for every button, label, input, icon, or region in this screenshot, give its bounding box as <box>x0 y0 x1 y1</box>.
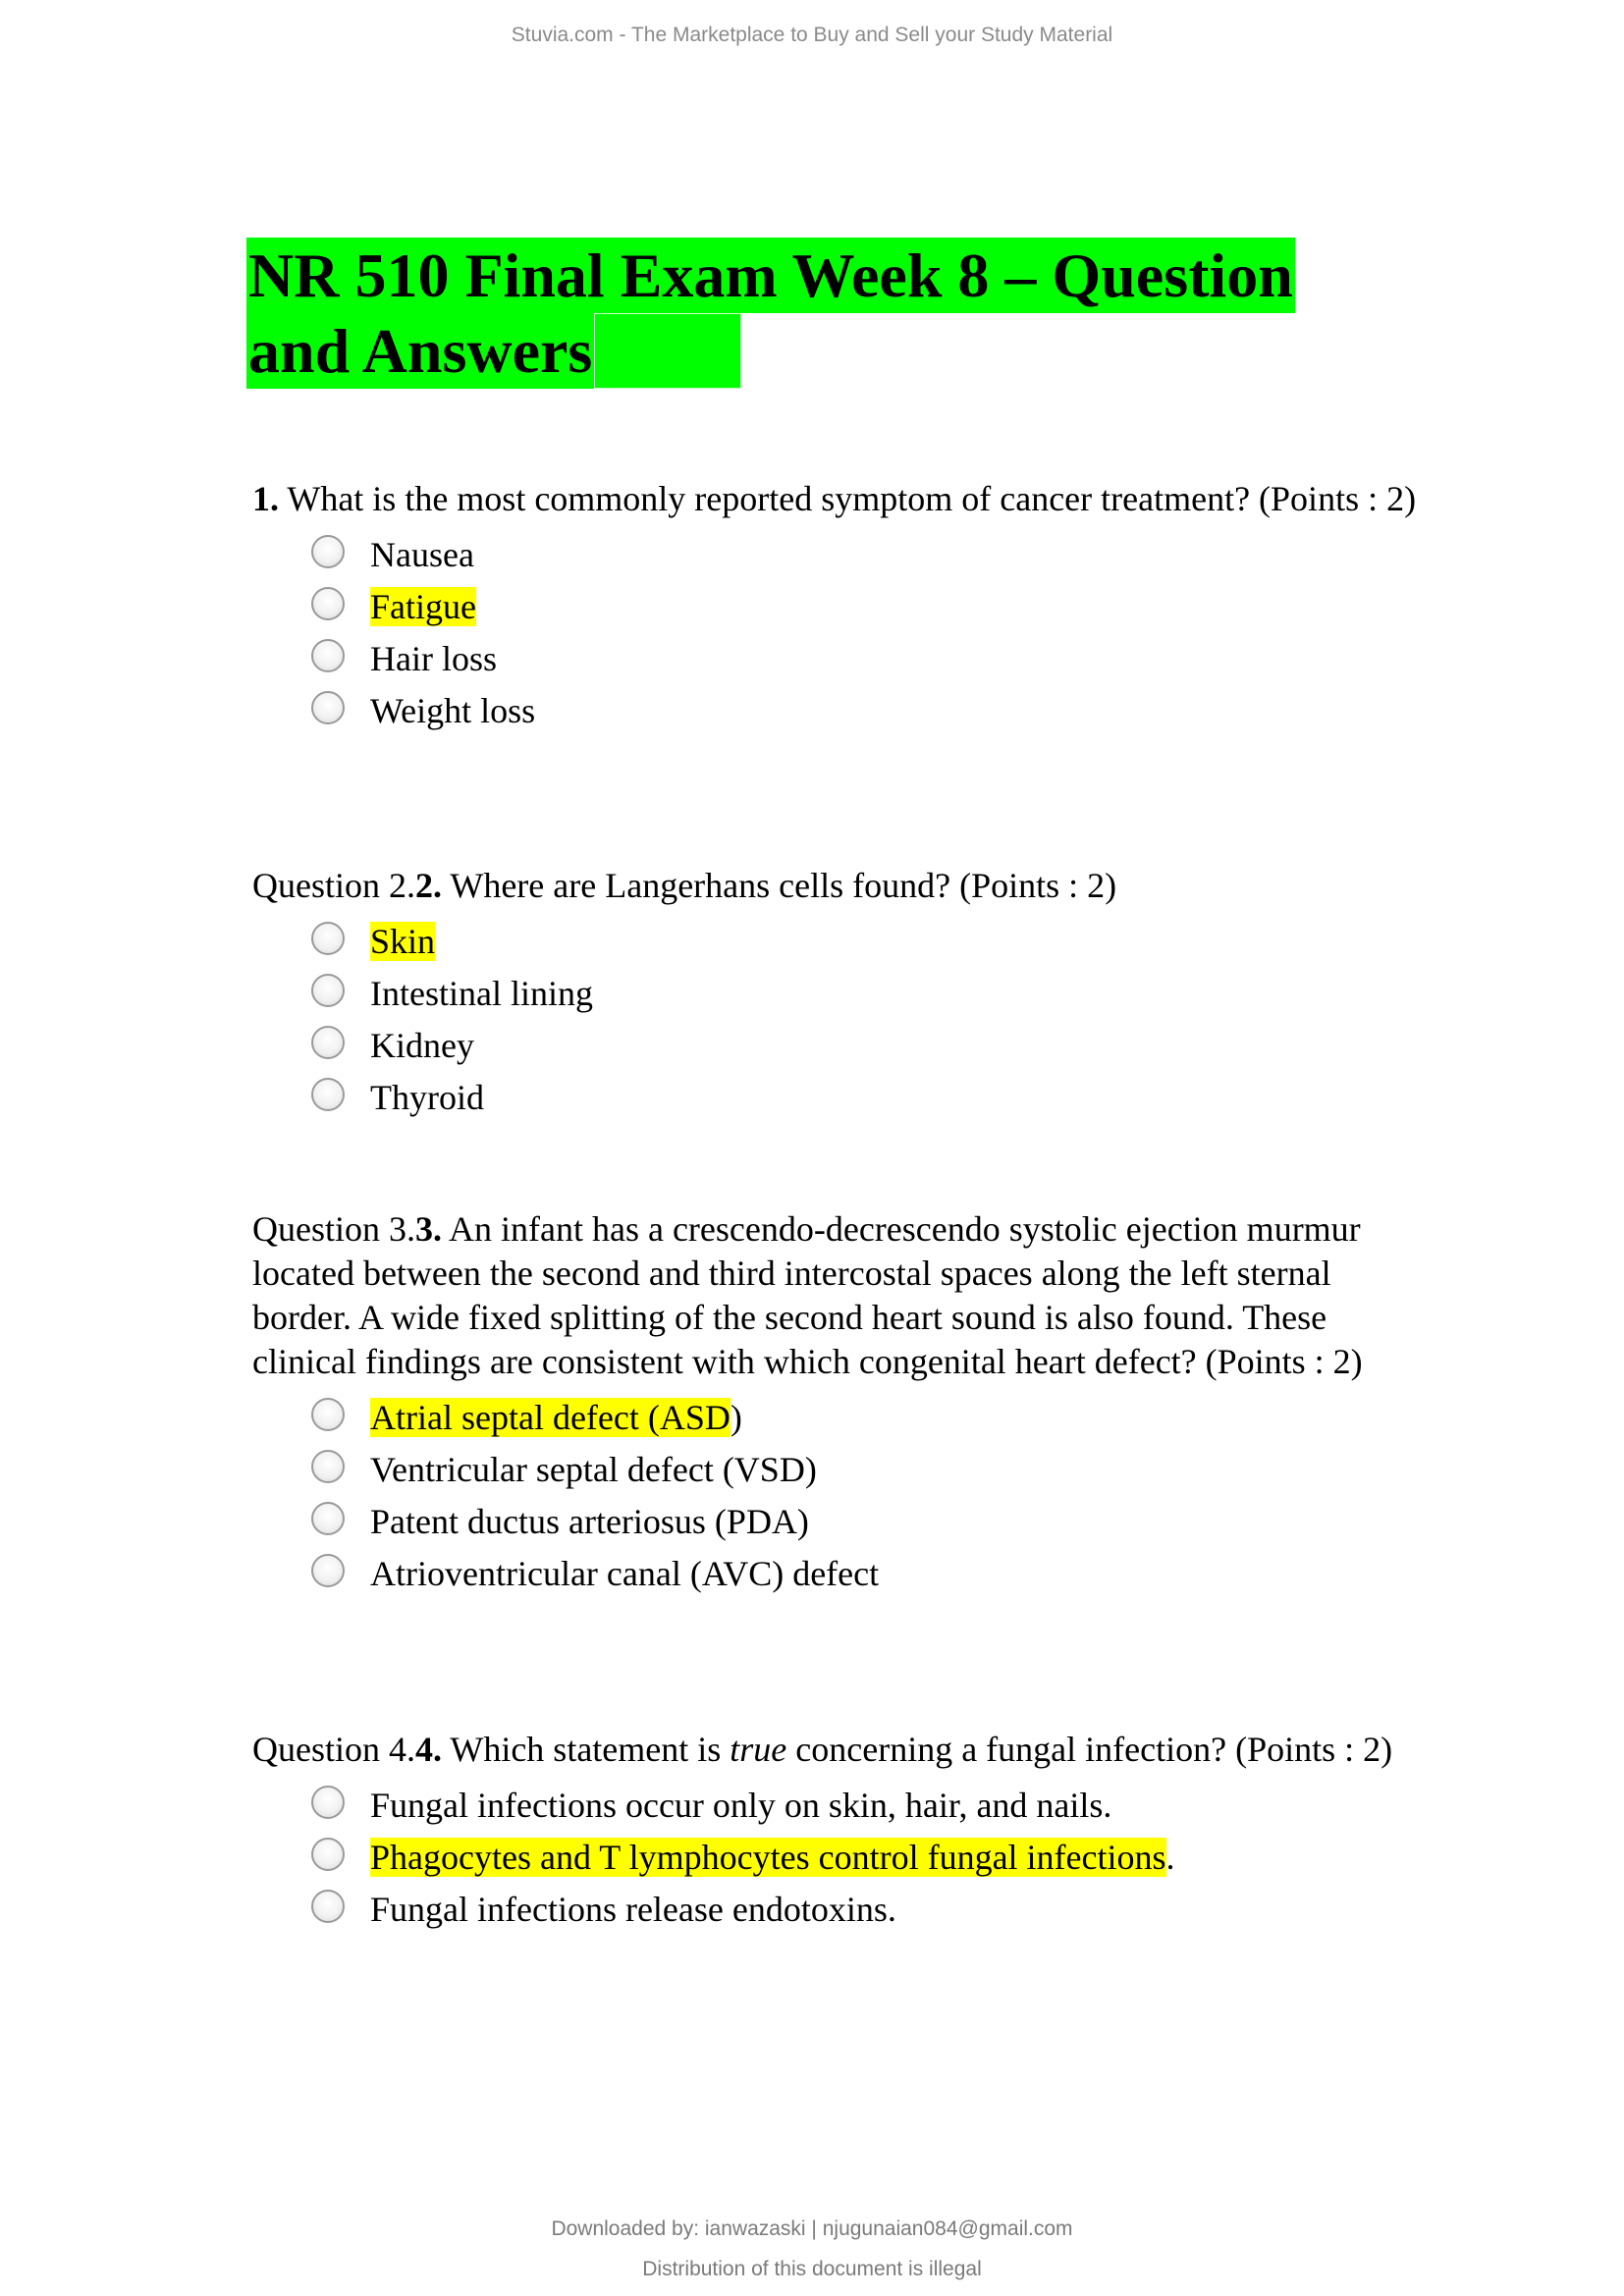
question-3-text: Question 3.3. An infant has a crescendo-decrescendo systolic ejection murmur located between the second and third intercostal spaces along the left sternal border. A wide fixed splitting of the second heart sound is also found. These clinical findings are consistent with which congenital heart defect? (Points : 2) <box>252 1209 1363 1381</box>
radio-button[interactable] <box>311 974 345 1007</box>
question-1 <box>252 477 1431 737</box>
radio-button[interactable] <box>311 1502 345 1535</box>
option-vsd[interactable]: Ventricular septal defect (VSD) <box>252 1444 1431 1496</box>
option-skin[interactable] <box>252 916 1431 968</box>
radio-button[interactable] <box>311 639 345 672</box>
option-intestinal-lining[interactable]: Intestinal lining <box>252 968 1431 1020</box>
radio-button[interactable] <box>311 1026 345 1059</box>
radio-button[interactable] <box>311 535 345 568</box>
radio-button[interactable] <box>311 1398 345 1431</box>
option-fatigue[interactable] <box>252 581 1431 633</box>
question-2-text: Question 2.2. Where are Langerhans cells found? (Points : 2) <box>252 866 1117 905</box>
option-hair-loss[interactable]: Hair loss <box>252 633 1431 685</box>
option-pda[interactable]: Patent ductus arteriosus (PDA) <box>252 1496 1431 1548</box>
question-4-text: Question 4.4. Which statement is true concerning a fungal infection? (Points : 2) <box>252 1730 1393 1769</box>
radio-button[interactable] <box>311 1786 345 1819</box>
highlighted-answer: Fatigue <box>370 587 476 626</box>
radio-button[interactable] <box>311 1838 345 1871</box>
option-skin-hair-nails[interactable]: Fungal infections occur only on skin, hair, and nails. <box>252 1780 1431 1832</box>
question-4-options <box>252 1780 1431 1936</box>
question-number: 2. <box>415 866 442 905</box>
radio-button[interactable] <box>311 587 345 620</box>
radio-button[interactable] <box>311 922 345 955</box>
title-line-2: and Answers <box>246 313 594 389</box>
download-notice: Downloaded by: ianwazaski | njugunaian084@gmail.com <box>551 2217 1073 2240</box>
option-kidney[interactable]: Kidney <box>252 1020 1431 1072</box>
question-number: 4. <box>415 1730 442 1769</box>
question-2-options <box>252 916 1431 1124</box>
title-line-1: NR 510 Final Exam Week 8 – Question <box>246 238 1295 313</box>
radio-button[interactable] <box>311 1078 345 1111</box>
radio-button[interactable] <box>311 1890 345 1923</box>
question-number: 3. <box>415 1209 442 1249</box>
question-2 <box>252 864 1431 1124</box>
question-3-options <box>252 1392 1431 1600</box>
option-weight-loss[interactable]: Weight loss <box>252 685 1431 737</box>
radio-button[interactable] <box>311 1450 345 1483</box>
option-asd[interactable]: Atrial septal defect (ASD) <box>252 1392 1431 1444</box>
option-endotoxins[interactable]: Fungal infections release endotoxins. <box>252 1884 1431 1936</box>
distribution-notice: Distribution of this document is illegal <box>642 2258 982 2280</box>
question-4 <box>252 1728 1431 1936</box>
option-nausea[interactable]: Nausea <box>252 529 1431 581</box>
document-title <box>246 238 1346 389</box>
highlighted-answer: Atrial septal defect (ASD <box>370 1398 731 1437</box>
stuvia-watermark: Stuvia.com - The Marketplace to Buy and Sell your Study Material <box>511 24 1113 46</box>
highlighted-answer: Phagocytes and T lymphocytes control fungal infections <box>370 1838 1166 1877</box>
option-phagocytes[interactable]: Phagocytes and T lymphocytes control fungal infections. <box>252 1832 1431 1884</box>
question-1-options <box>252 529 1431 737</box>
question-3 <box>252 1207 1431 1600</box>
option-avc[interactable]: Atrioventricular canal (AVC) defect <box>252 1548 1431 1600</box>
radio-button[interactable] <box>311 1554 345 1587</box>
radio-button[interactable] <box>311 691 345 724</box>
option-thyroid[interactable]: Thyroid <box>252 1072 1431 1124</box>
title-highlight-pad <box>594 313 741 389</box>
highlighted-answer: Skin <box>370 922 436 961</box>
question-1-text: 1. What is the most commonly reported symptom of cancer treatment? (Points : 2) <box>252 479 1417 518</box>
question-number: 1. <box>252 479 279 518</box>
